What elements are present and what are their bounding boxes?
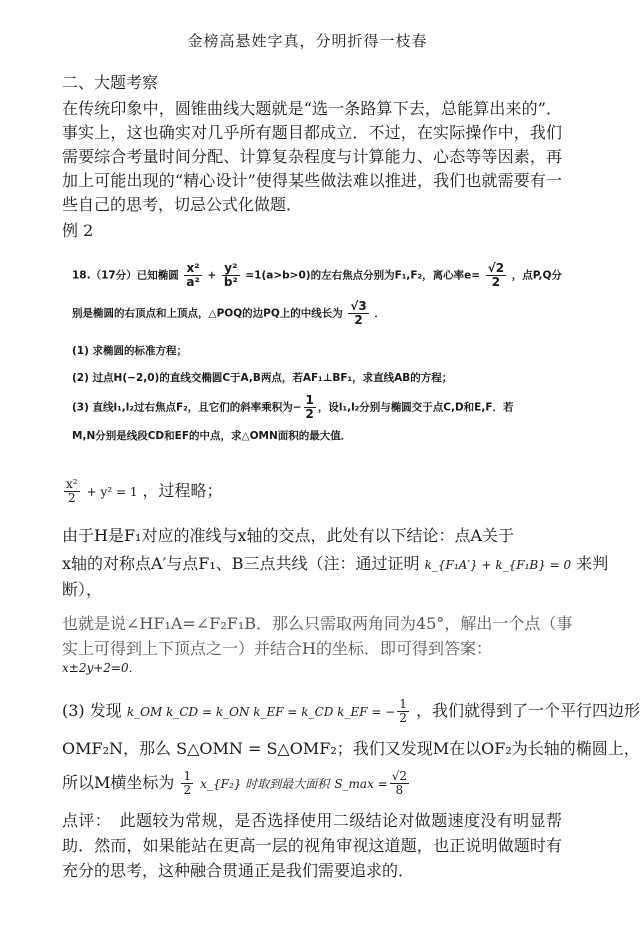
problem-text: (3) 直线l₁,l₂过右焦点F₂，且它们的斜率乘积为 [72, 401, 293, 414]
solution-p2-line-1: 由于H是F₁对应的准线与x轴的交点，此处有以下结论：点A关于 [62, 526, 515, 545]
fraction-half [304, 394, 316, 421]
frac-den: 2 [305, 407, 314, 421]
page-header: 金榜高悬姓字真，分明折得一枝春 [187, 32, 428, 50]
frac-den: 2 [399, 711, 407, 725]
problem-line-1 [72, 262, 562, 289]
solution-p2-line-2 [62, 551, 608, 574]
solution-text: ，我们就得到了一个平行四边形 [416, 701, 640, 720]
fraction-smax [390, 770, 409, 797]
fraction-x2 [64, 478, 80, 505]
solution-p3-answer: x±2y+2=0． [62, 661, 141, 675]
solution-text: x_{F₂} 时取到最大面积 [200, 777, 330, 791]
slope-product-formula: k_OM k_CD = k_ON k_EF = k_CD k_EF = − [126, 705, 396, 719]
plus-sign: + [207, 269, 217, 282]
fraction-half [397, 698, 409, 725]
solution-text: 所以M横坐标为 [62, 773, 175, 792]
frac-den: 8 [395, 783, 404, 797]
slope-formula: k_{F₁A′} + k_{F₁B} = 0 [424, 558, 572, 572]
minus-sign: − [292, 401, 302, 414]
frac-num: 1 [183, 769, 192, 783]
smax-label: S_max = [334, 777, 388, 791]
frac-num: x² [66, 477, 78, 491]
solution-text: 来判 [576, 554, 609, 573]
frac-num: √2 [391, 769, 407, 783]
fraction-y [222, 262, 240, 289]
fraction-half [181, 770, 193, 797]
solution-p3-line-1: 也就是说∠HF₁A=∠F₂F₁B．那么只需取两角同为45°，解出一个点（事 [62, 614, 573, 633]
frac-num: y² [222, 262, 240, 276]
solution-text: x轴的对称点A′与点F₁、B三点共线（注：通过证明 [62, 554, 420, 573]
fraction-median [348, 300, 368, 327]
frac-den: b² [223, 275, 238, 289]
frac-num: 1 [305, 393, 314, 407]
problem-line-2 [72, 300, 385, 327]
equation-text: =1(a>b>0)的左右焦点分别为F₁,F₂，离心率e= [245, 269, 481, 282]
problem-part-3 [72, 394, 514, 421]
solution-p4-line-3 [62, 770, 411, 797]
solution-p4-line-2: OMF₂N，那么 S△OMN = S△OMF₂；我们又发现M在以OF₂为长轴的椭圆上， [62, 739, 640, 758]
frac-num: √2 [487, 261, 505, 275]
fraction-e [486, 262, 506, 289]
solution-line-1 [62, 478, 223, 505]
example-label: 例 2 [62, 221, 94, 240]
solution-text: (3) 发现 [62, 701, 122, 720]
frac-den: 2 [67, 491, 76, 505]
frac-den: 2 [183, 783, 192, 797]
problem-text: ，设l₁,l₂分别与椭圆交于点C,D和E,F．若 [317, 401, 514, 414]
problem-part-3-cont: M,N分别是线段CD和EF的中点，求△OMN面积的最大值． [72, 430, 352, 442]
equation-text: + y² = 1 [86, 485, 138, 499]
frac-num: x² [184, 262, 201, 276]
solution-p3-line-2: 实上可得到上下顶点之一）并结合H的坐标．即可得到答案： [62, 639, 492, 658]
problem-prefix: 18.（17分）已知椭圆 [72, 269, 179, 282]
frac-den: 2 [491, 275, 501, 289]
problem-suffix: ，点P,Q分 [511, 269, 562, 282]
frac-num: √3 [350, 299, 367, 313]
solution-p2-line-3: 断）， [62, 580, 103, 599]
section-title: 二、大题考察 [62, 73, 159, 92]
fraction-x [184, 262, 201, 289]
intro-paragraph: 在传统印象中，圆锥曲线大题就是“选一条路算下去，总能算出来的”．事实上，这也确实对几乎所有题目都成立．不过，在实际操作中，我们需要综合考量时间分配、计算复杂程度与计算能力、心态等等因素，再加上可能出现的“精心设计”使得某些做法难以推进，我们也就需要有一些自己的思考，切忌公式化做题． [62, 99, 562, 214]
problem-part-2: (2) 过点H(−2,0)的直线交椭圆C于A,B两点，若AF₁⊥BF₁，求直线AB的方程； [72, 372, 453, 384]
problem-text: 别是椭圆的右顶点和上顶点，△POQ的边PQ上的中线长为 [72, 307, 343, 320]
frac-num: 1 [399, 697, 407, 711]
frac-den: 2 [354, 313, 363, 327]
solution-p4-line-1 [62, 698, 640, 725]
problem-part-1: (1) 求椭圆的标准方程； [72, 345, 188, 357]
comment-paragraph: 点评： 此题较为常规，是否选择使用二级结论对做题速度没有明显帮助．然而，如果能站在更高一层的视角审视这道题，也正说明做题时有充分的思考，这种融合贯通正是我们需要追求的． [62, 811, 562, 880]
solution-text: ，过程略； [142, 481, 223, 500]
problem-text: ． [374, 307, 385, 320]
frac-den: a² [186, 275, 200, 289]
